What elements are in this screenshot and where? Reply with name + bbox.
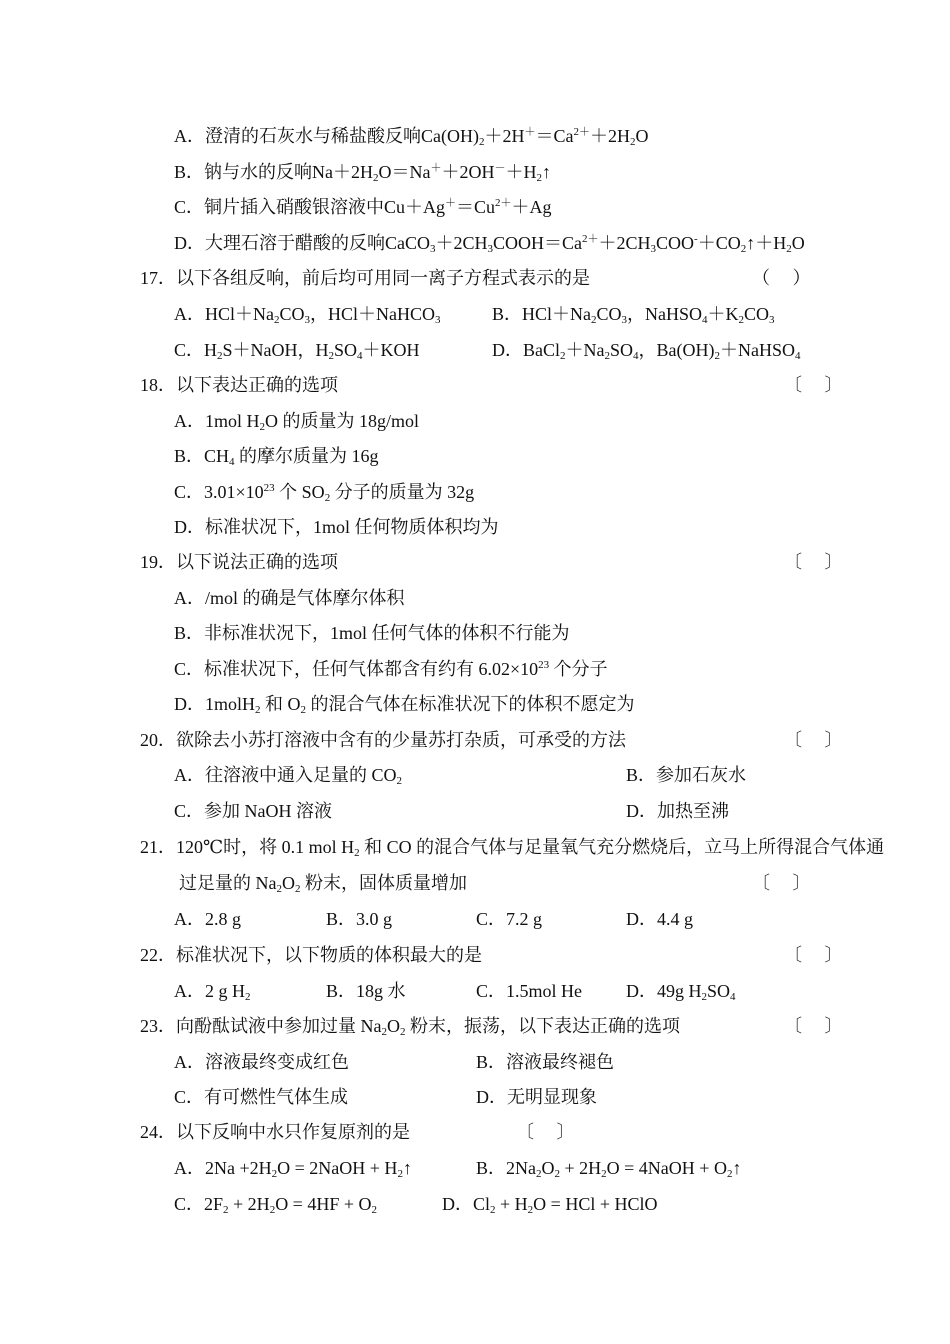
q22-option-b: B．18g 水	[326, 981, 406, 1001]
q18-stem: 18．以下表达正确的选项	[140, 375, 338, 395]
q22-option-c: C．1.5mol He	[476, 981, 582, 1001]
q21-option-c: C．7.2 g	[476, 909, 543, 929]
q17-option-d: D．$BaCl_2+Na_2SO_4$，$Ba(OH)_2+NaHSO_4$	[492, 340, 801, 362]
q21-stem-line-1: 21．120℃时，将 0.1 mol $H_2$ 和 CO 的混合气体与足量氧气充分燃烧后，立马上所得混合气体通	[140, 837, 885, 859]
q22-option-d: D．49g $H_2SO_4$	[626, 981, 736, 1003]
q21-option-a: A．2.8 g	[174, 909, 241, 929]
q24-option-b: B．$2Na_2O_2 + 2H_2O$ = 4NaOH + $O_2↑$	[476, 1158, 742, 1180]
q23-option-d: D．无明显现象	[476, 1087, 597, 1107]
q24-option-c: C．$2F_2 + 2H_2O = 4HF + O_2$	[174, 1194, 377, 1216]
q24-option-d: D．$Cl_2 + H_2O$ = HCl + HClO	[442, 1194, 658, 1216]
q18-option-c: C．$3.01\times 10^{23}$ 个 $SO_2$ 分子的质量为 32g	[174, 482, 475, 504]
q22-stem: 22．标准状况下，以下物质的体积最大的是	[140, 945, 482, 965]
q21-answer-bracket: 〔 〕	[752, 873, 811, 893]
q20-option-b: B．参加石灰水	[626, 765, 747, 785]
q16-option-d: D．大理石溶于醋酸的反响$CaCO_3+2CH_3COOH=Ca^{2+}+2CH_3COO^-+CO_2↑+H_2O$	[174, 233, 805, 255]
q19-stem: 19．以下说法正确的选项	[140, 552, 338, 572]
q17-option-b: B．$HCl+Na_2CO_3$，$NaHSO_4+K_2CO_3$	[492, 304, 775, 326]
q19-option-a: A．/mol 的确是气体摩尔体积	[174, 588, 405, 608]
q21-option-b: B．3.0 g	[326, 909, 393, 929]
q19-option-c: C．标准状况下，任何气体都含有约有 $6.02\times 10^{23}$ 个分子	[174, 659, 608, 679]
q19-answer-bracket: 〔 〕	[784, 552, 843, 572]
q16-option-b: B．钠与水的反响$Na+2H_2O=Na^++2OH^-+H_2↑$	[174, 162, 551, 184]
q18-option-a: A．1mol $H_2O$ 的质量为 18g/mol	[174, 411, 420, 433]
q23-option-b: B．溶液最终褪色	[476, 1052, 615, 1072]
q22-answer-bracket: 〔 〕	[784, 945, 843, 965]
q19-option-b: B．非标准状况下，1mol 任何气体的体积不行能为	[174, 623, 570, 643]
q21-stem-line-2: 过足量的 $Na_2O_2$ 粉末，固体质量增加	[179, 873, 467, 895]
q18-option-b: B．$CH_4$ 的摩尔质量为 16g	[174, 446, 379, 468]
q17-option-c: C．$H_2S+NaOH$，$H_2SO_4+KOH$	[174, 340, 420, 362]
q16-option-a: A．澄清的石灰水与稀盐酸反响$Ca(OH)_2+2H^+=Ca^{2+}+2H_2O$	[174, 126, 649, 148]
q24-stem: 24．以下反响中水只作复原剂的是	[140, 1122, 410, 1142]
q20-option-d: D．加热至沸	[626, 801, 729, 821]
q22-option-a: A．2 g $H_2$	[174, 981, 251, 1003]
q17-stem: 17．以下各组反响，前后均可用同一离子方程式表示的是	[140, 268, 590, 288]
q18-option-d: D．标准状况下，1mol 任何物质体积均为	[174, 517, 499, 537]
q20-option-a: A．往溶液中通入足量的 $CO_2$	[174, 765, 403, 787]
q21-option-d: D．4.4 g	[626, 909, 693, 929]
q20-option-c: C．参加 NaOH 溶液	[174, 801, 332, 821]
q16-option-c: C．铜片插入硝酸银溶液中$Cu+Ag^+=Cu^{2+}+Ag$	[174, 197, 552, 217]
q24-answer-bracket: 〔 〕	[516, 1122, 575, 1142]
q23-option-a: A．溶液最终变成红色	[174, 1052, 349, 1072]
q23-option-c: C．有可燃性气体生成	[174, 1087, 349, 1107]
q23-answer-bracket: 〔 〕	[784, 1016, 843, 1036]
q24-option-a: A．$2Na +2H_2O$ = 2NaOH + $H_2↑$	[174, 1158, 412, 1180]
q17-answer-bracket: （ ）	[752, 268, 811, 288]
q18-answer-bracket: 〔 〕	[784, 375, 843, 395]
q23-stem: 23．向酚酞试液中参加过量 $Na_2O_2$ 粉末，振荡，以下表达正确的选项	[140, 1016, 680, 1038]
q20-stem: 20．欲除去小苏打溶液中含有的少量苏打杂质，可承受的方法	[140, 730, 626, 750]
q20-answer-bracket: 〔 〕	[784, 730, 843, 750]
q19-option-d: D．1molH$_2$ 和 $O_2$ 的混合气体在标准状况下的体积不愿定为	[174, 694, 635, 716]
q17-option-a: A．$HCl+Na_2CO_3$，HCl＋NaHCO$_3$	[174, 304, 441, 326]
